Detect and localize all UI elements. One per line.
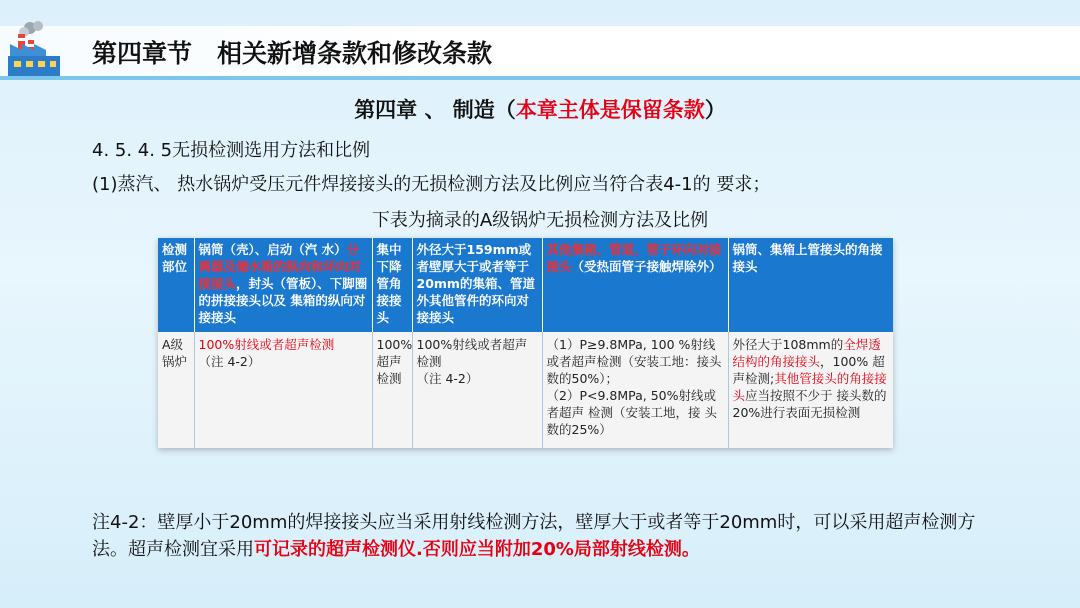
cell-downcomer-method: 100%超声检测 xyxy=(372,332,412,448)
section-heading: 4. 5. 4. 5无损检测选用方法和比例 xyxy=(92,140,371,161)
header-other-pipe-joints: 其他集箱、管道、管子环向对接接头（受热面管子接触焊除外） xyxy=(542,238,728,332)
table-header-row xyxy=(158,238,893,332)
cell-nozzle-method: 外径大于108mm的全焊透结构的角接接头，100% 超声检测;其他管接头的角接接头应当按照不少于 接头数的20%进行表面无损检测 xyxy=(728,332,893,448)
cell-boiler-class: A级锅炉 xyxy=(158,332,194,448)
inspection-table-container xyxy=(158,238,893,448)
footnote xyxy=(92,509,1002,563)
clause-text: (1)蒸汽、 热水锅炉受压元件焊接接头的无损检测方法及比例应当符合表4-1的 要求； xyxy=(92,174,771,195)
chapter-subtitle xyxy=(0,94,1080,124)
subtitle-suffix: ） xyxy=(704,98,726,122)
cell-drum-method: 100%射线或者超声检测 （注 4-2） xyxy=(194,332,372,448)
factory-icon xyxy=(4,20,68,78)
subtitle-prefix: 第四章 、 制造（ xyxy=(354,98,516,122)
footnote-text: 注4-2：壁厚小于20mm的焊接接头应当采用射线检测方法，壁厚大于或者等于20mm时，可以采用超声检测方法。超声检测宜采用 xyxy=(92,512,976,560)
subtitle-highlight: 本章主体是保留条款 xyxy=(515,98,705,122)
inspection-table xyxy=(158,238,893,448)
footnote-highlight: 可记录的超声检测仪.否则应当附加20%局部射线检测。 xyxy=(254,539,700,560)
header-nozzle-joints: 锅筒、集箱上管接头的角接接头 xyxy=(728,238,893,332)
header-accent-line xyxy=(0,76,1080,80)
header-large-pipe-joints: 外径大于159mm或者壁厚大于或者等于20mm的集箱、管道外其他管件的环向对接接头 xyxy=(412,238,542,332)
header-drum-joints: 锅筒（壳）、启动（汽 水）分离器及储水箱的纵向和环向对接接头，封头（管板）、下脚圈的拼接接头以及 集箱的纵向对接接头 xyxy=(194,238,372,332)
cell-large-pipe-method: 100%射线或者超声检测 （注 4-2） xyxy=(412,332,542,448)
table-row xyxy=(158,332,893,448)
header-inspection-part: 检测部位 xyxy=(158,238,194,332)
page-title: 第四章节 相关新增条款和修改条款 xyxy=(92,39,493,68)
cell-other-pipe-method: （1）P≥9.8MPa, 100 %射线或者超声检测（安装工地：接头数的50%）； （2）P<9.8MPa, 50%射线或者超声 检测（安装工地，接 头数的25%） xyxy=(542,332,728,448)
table-caption: 下表为摘录的A级锅炉无损检测方法及比例 xyxy=(371,210,709,231)
header-downcomer-joints: 集中下降管角接接头 xyxy=(372,238,412,332)
